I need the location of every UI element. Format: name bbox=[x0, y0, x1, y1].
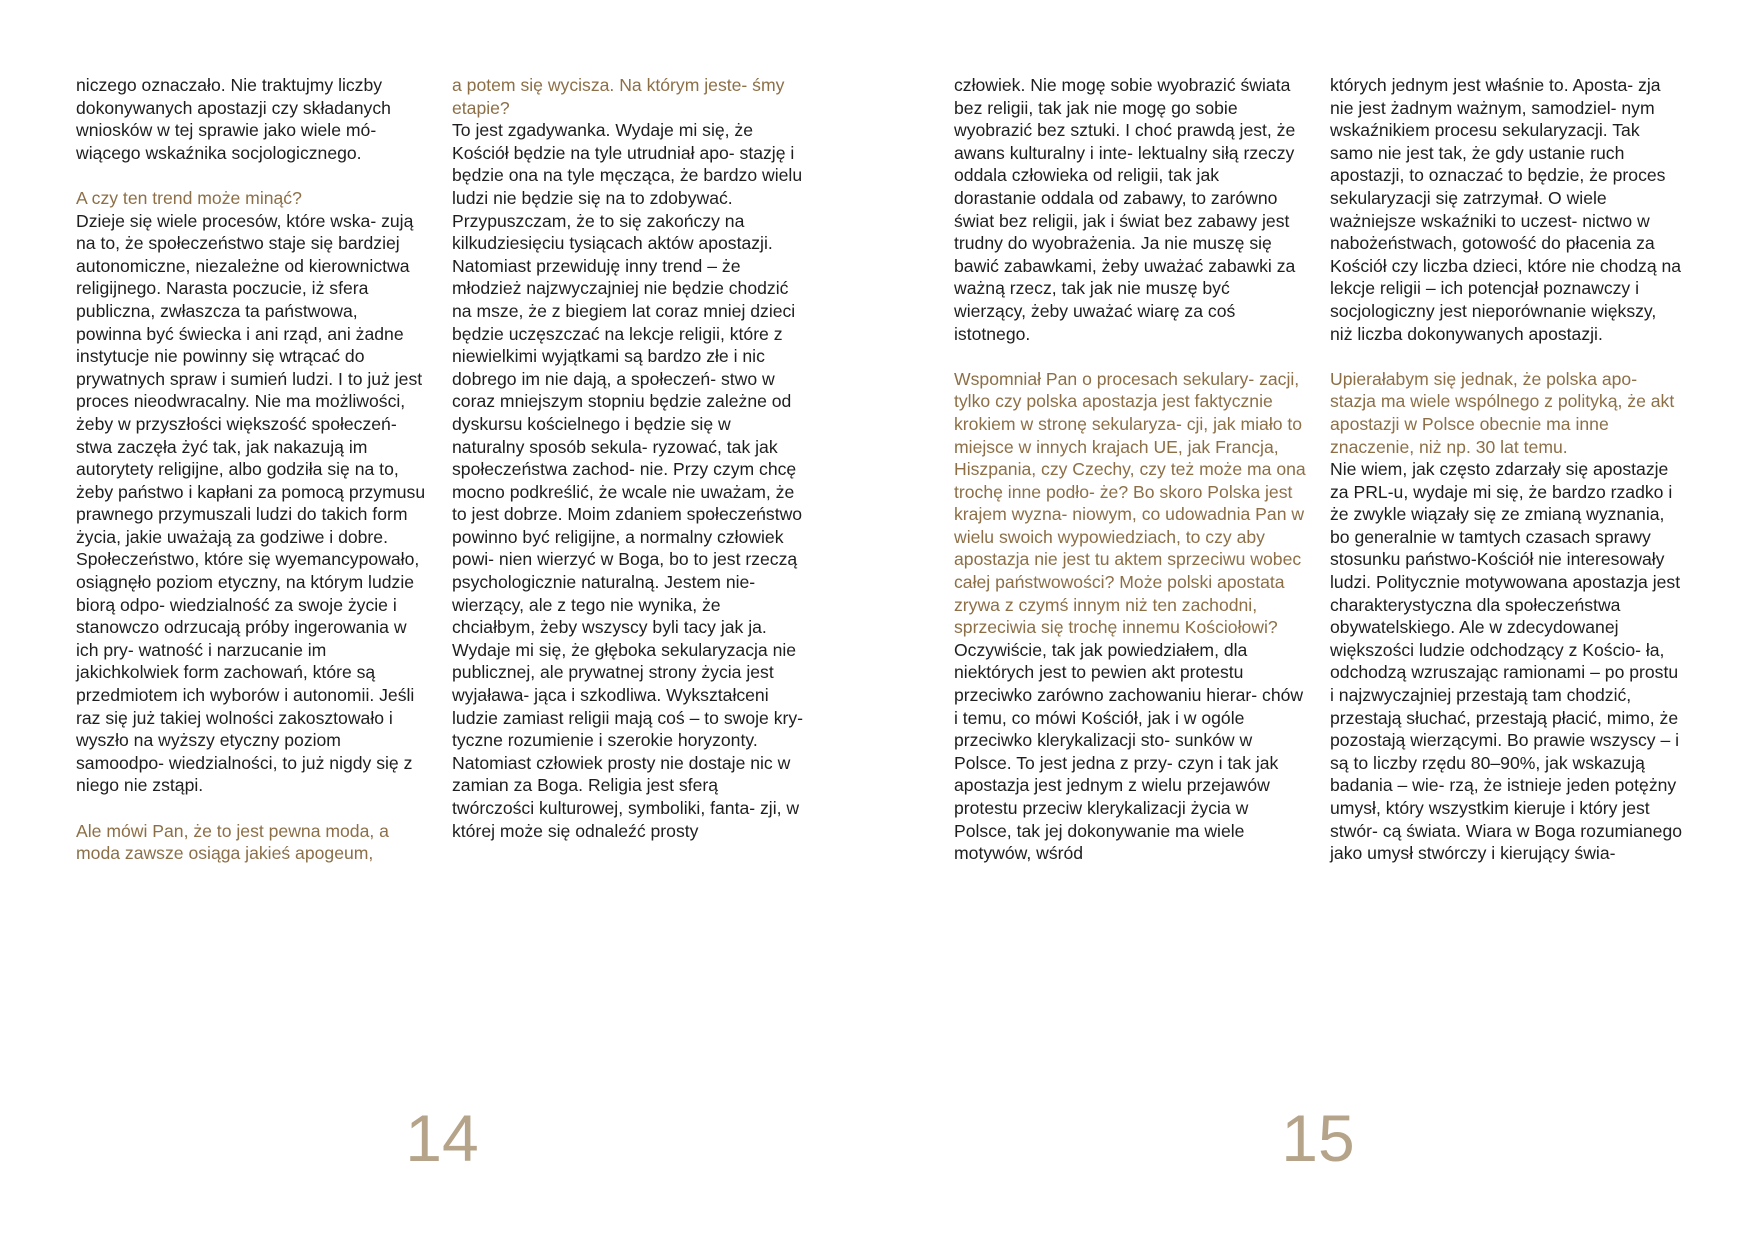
page-number: 14 bbox=[405, 1101, 479, 1175]
question-heading: Ale mówi Pan, że to jest pewna moda, a moda zawsze osiąga jakieś apogeum, bbox=[76, 820, 389, 864]
answer-paragraph: Nie wiem, jak często zdarzały się apostazje za PRL-u, wydaje mi się, że bardzo rzadko i że zwykle wiązały się ze zmianą wyznania, bo generalnie w tamtych czasach sprawy stosunku państwo-Kościół nie interesowały ludzi. Politycznie motywowana apostazja jest charakterystyczna dla społeczeństwa obywatelskiego. Ale w zdecydowanej większości ludzie odchodzący z Kościo- ła, odchodzą wzruszając ramionami – po prostu i najzwyczajniej przestają tam chodzić, przestają słuchać, przestają płacić, mimo, że pozostają wierzącymi. Bo prawie wszyscy – i są to liczby rzędu 80–90%, jak wskazują badania – wie- rzą, że istnieje jeden potężny umysł, który wszystkim kieruje i który jest stwór- cą świata. Wiara w Boga rozumianego jako umysł stwórczy i kierujący świa- bbox=[1330, 459, 1683, 864]
answer-paragraph: Dzieje się wiele procesów, które wska- zują na to, że społeczeństwo staje się bardziej autonomiczne, niezależne od kierownictwa religijnego. Narasta poczucie, iż sfera publiczna, zwłaszcza ta państwowa, powinna być świecka i ani rząd, ani żadne instytucje nie powinny się wtrącać do prywatnych spraw i sumień ludzi. I to już jest proces nieodwracalny. Nie ma możliwości, żeby w przyszłości większość społeczeń- stwa zaczęła żyć tak, jak nakazują im autorytety religijne, albo godziła się na to, żeby państwo i kapłani za pomocą przymusu prawnego przymuszali ludzi do takich form życia, jakie uważają za godziwe i dobre. Społeczeństwo, które się wyemancypowało, osiągnęło poziom etyczny, na którym ludzie biorą odpo- wiedzialność za swoje życie i stanowczo odrzucają próby ingerowania w ich pry- watność i narzucanie im jakichkolwiek form zachowań, które są przedmiotem ich wyborów i autonomii. Jeśli raz się już takiej wolności zakosztowało i wyszło na wyższy etyczny poziom samoodpo- wiedzialności, to już nigdy się z niego nie zstąpi. bbox=[76, 210, 426, 796]
answer-paragraph: niczego oznaczało. Nie traktujmy liczby dokonywanych apostazji czy składanych wniosków w tej sprawie jako wiele mó- wiącego wskaźnika socjologicznego. bbox=[76, 75, 391, 163]
right-page-column-2 bbox=[1330, 74, 1682, 865]
right-page bbox=[874, 0, 1748, 1240]
left-page-column-1 bbox=[76, 74, 428, 865]
answer-paragraph: Oczywiście, tak jak powiedziałem, dla niektórych jest to pewien akt protestu przeciwko zarówno zachowaniu hierar- chów i temu, co mówi Kościół, jak i w ogóle przeciwko klerykalizacji sto- sunków w Polsce. To jest jedna z przy- czyn i tak jak apostazja jest jednym z wielu przejawów protestu przeciw klerykalizacji życia w Polsce, tak jej dokonywanie ma wiele motywów, wśród bbox=[954, 639, 1304, 864]
page-number: 15 bbox=[1281, 1101, 1355, 1175]
answer-paragraph: których jednym jest właśnie to. Aposta- zja nie jest żadnym ważnym, samodziel- nym wskaźnikiem procesu sekularyzacji. Tak samo nie jest tak, że gdy ustanie ruch apostazji, to oznaczać to będzie, że proces sekularyzacji się zatrzymał. O wiele ważniejsze wskaźniki to uczest- nictwo w nabożeństwach, gotowość do płacenia za Kościół czy liczba dzieci, które nie chodzą na lekcje religii – ich potencjał poznawczy i socjologiczny jest nieporównanie większy, niż liczba dokonywanych apostazji. bbox=[1330, 75, 1682, 344]
answer-paragraph: człowiek. Nie mogę sobie wyobrazić świata bez religii, tak jak nie mogę go sobie wyobrazić bez sztuki. I choć prawdą jest, że awans kulturalny i inte- lektualny siłą rzeczy oddala człowieka od religii, tak jak dorastanie oddala od zabawy, to zarówno świat bez religii, jak i świat bez zabawy jest trudny do wyobrażenia. Ja nie muszę się bawić zabawkami, żeby uważać zabawki za ważną rzecz, tak jak nie muszę być wierzący, żeby uważać wiarę za coś istotnego. bbox=[954, 75, 1296, 344]
right-page-column-1 bbox=[954, 74, 1306, 865]
question-heading: a potem się wycisza. Na którym jeste- śmy etapie? bbox=[452, 75, 785, 118]
answer-paragraph: To jest zgadywanka. Wydaje mi się, że Kościół będzie na tyle utrudniał apo- stazję i będzie ona na tyle męcząca, że bardzo wielu ludzi nie będzie się na to zdobywać. Przypuszczam, że to się zakończy na kilkudziesięciu tysiącach aktów apostazji. Natomiast przewiduję inny trend – że młodzież najzwyczajniej nie będzie chodzić na msze, że z biegiem lat coraz mniej dzieci będzie uczęszczać na lekcje religii, które z niewielkimi wyjątkami są bardzo złe i nic dobrego im nie dają, a społeczeń- stwo w coraz mniejszym stopniu będzie zależne od dyskursu kościelnego i będzie się w naturalny sposób sekula- ryzować, tak jak społeczeństwa zachod- nie. Przy czym chcę mocno podkreślić, że wcale nie uważam, że to jest dobrze. Moim zdaniem społeczeństwo powinno być religijne, a normalny człowiek powi- nien wierzyć w Boga, bo to jest rzeczą psychologicznie naturalną. Jestem nie- wierzący, ale z tego nie wynika, że chciałbym, żeby wszyscy byli tacy jak ja. Wydaje mi się, że głęboka sekularyzacja nie publicznej, ale prywatnej strony życia jest wyjaława- jąca i szkodliwa. Wykształceni ludzie zamiast religii mają coś – to swoje kry- tyczne rozumienie i szerokie horyzonty. Natomiast człowiek prosty nie dostaje nic w zamian za Boga. Religia jest sferą twórczości kulturowej, symboliki, fanta- zji, w której może się odnaleźć prosty bbox=[452, 120, 804, 841]
question-heading: A czy ten trend może minąć? bbox=[76, 187, 302, 208]
left-page-column-2 bbox=[452, 74, 804, 842]
question-heading: Upierałabym się jednak, że polska apo- stazja ma wiele wspólnego z polityką, że akt apostazji w Polsce obecnie ma inne znaczenie, niż np. 30 lat temu. bbox=[1330, 368, 1675, 457]
question-heading: Wspomniał Pan o procesach sekulary- zacji, tylko czy polska apostazja jest faktycznie krokiem w stronę sekularyza- cji, jak miało to miejsce w innych krajach UE, jak Francja, Hiszpania, czy Czechy, czy też może ma ona trochę inne podło- że? Bo skoro Polska jest krajem wyzna- niowym, co udowadnia Pan w wielu swoich wypowiedziach, to czy aby apostazja nie jest tu aktem sprzeciwu wobec całej państwowości? Może polski apostata zrywa z czymś innym niż ten zachodni, sprzeciwia się trochę innemu Kościołowi? bbox=[954, 368, 1306, 638]
